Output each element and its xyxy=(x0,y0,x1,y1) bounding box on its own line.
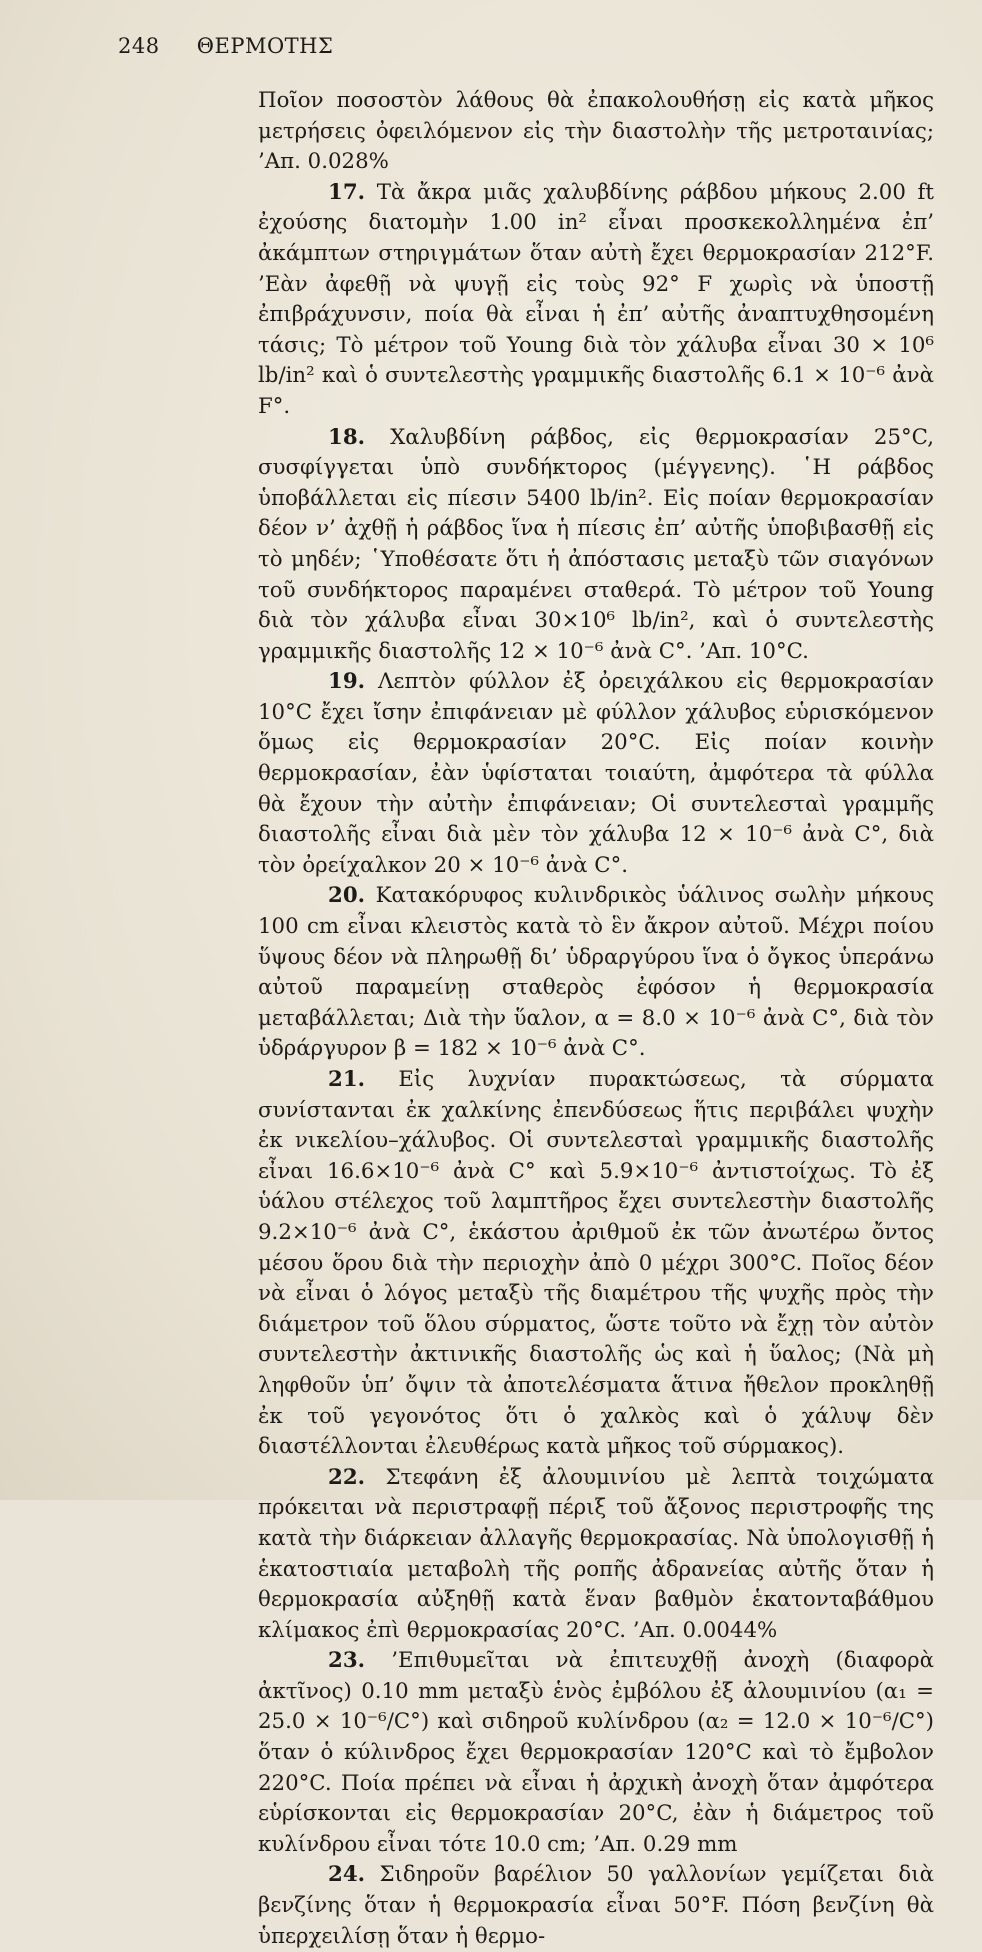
running-title: ΘΕΡΜΟΤΗΣ xyxy=(196,34,334,58)
problem-21 xyxy=(258,1065,934,1463)
problem-23 xyxy=(258,1646,934,1860)
running-head xyxy=(118,34,333,58)
problem-18 xyxy=(258,423,934,668)
problem-17 xyxy=(258,178,934,423)
problem-number: 17. xyxy=(328,179,366,205)
paragraph-text: Ποῖον ποσοστὸν λάθους θὰ ἐπακολουθήσῃ εἰς κατὰ μῆκος μετρήσεις ὀφειλόμενον εἰς τὴν διαστολὴν τῆς μετροταινίας; ’Απ. 0.028% xyxy=(258,88,934,175)
problem-19 xyxy=(258,667,934,881)
problem-text: Στεφάνη ἐξ ἀλουμινίου μὲ λεπτὰ τοιχώματα πρόκειται νὰ περιστραφῇ πέριξ τοῦ ἄξονος περιστροφῆς της κατὰ τὴν διάρκειαν ἀλλαγῆς θερμοκρασίας. Νὰ ὑπολογισθῇ ἡ ἑκατοστιαία μεταβολὴ τῆς ροπῆς ἀδρανείας αὐτῆς ὅταν ἡ θερμοκρασία αὐξηθῇ κατὰ ἕναν βαθμὸν ἑκατονταβάθμου κλίμακος ἐπὶ θερμοκρασίας 20°C. ’Απ. 0.0044% xyxy=(258,1464,934,1643)
problem-text: ’Επιθυμεῖται νὰ ἐπιτευχθῇ ἀνοχὴ (διαφορὰ ἀκτῖνος) 0.10 mm μεταξὺ ἑνὸς ἐμβόλου ἐξ ἀλουμινίου (α₁ = 25.0 × 10⁻⁶/C°) καὶ σιδηροῦ κυλίνδρου (α₂ = 12.0 × 10⁻⁶/C°) ὅταν ὁ κύλινδρος ἔχει θερμοκρασίαν 120°C καὶ τὸ ἔμβολον 220°C. Ποία πρέπει νὰ εἶναι ἡ ἀρχικὴ ἀνοχὴ ὅταν ἀμφότερα εὑρίσκονται εἰς θερμοκρασίαν 20°C, ἐὰν ἡ διάμετρος τοῦ κυλίνδρου εἶναι τότε 10.0 cm; ’Απ. 0.29 mm xyxy=(258,1648,934,1857)
problem-number: 23. xyxy=(328,1648,366,1674)
problem-text: Λεπτὸν φύλλον ἐξ ὀρειχάλκου εἰς θερμοκρασίαν 10°C ἔχει ἴσην ἐπιφάνειαν μὲ φύλλον χάλυβος εὑρισκόμενον ὅμως εἰς θερμοκρασίαν 20°C. Εἰς ποίαν κοινὴν θερμοκρασίαν, ἐὰν ὑφίσταται τοιαύτη, ἀμφότερα τὰ φύλλα θὰ ἔχουν τὴν αὐτὴν ἐπιφάνειαν; Οἱ συντελεσταὶ γραμμῆς διαστολῆς εἶναι διὰ μὲν τὸν χάλυβα 12 × 10⁻⁶ ἀνὰ C°, διὰ τὸν ὀρείχαλκον 20 × 10⁻⁶ ἀνὰ C°. xyxy=(258,669,934,878)
problem-text: Κατακόρυφος κυλινδρικὸς ὑάλινος σωλὴν μήκους 100 cm εἶναι κλειστὸς κατὰ τὸ ἓν ἄκρον αὐτοῦ. Μέχρι ποίου ὕψους δέον νὰ πληρωθῇ δι’ ὑδραργύρου ἵνα ὁ ὄγκος ὑπεράνω αὐτοῦ παραμείνῃ σταθερὸς ἐφόσον ἡ θερμοκρασία μεταβάλλεται; Διὰ τὴν ὕαλον, α = 8.0 × 10⁻⁶ ἀνὰ C°, διὰ τὸν ὑδράργυρον β = 182 × 10⁻⁶ ἀνὰ C°. xyxy=(258,883,935,1062)
problem-20 xyxy=(258,881,934,1065)
problem-22 xyxy=(258,1463,934,1647)
problem-text: Εἰς λυχνίαν πυρακτώσεως, τὰ σύρματα συνίστανται ἐκ χαλκίνης ἐπενδύσεως ἥτις περιβάλει ψυχὴν ἐκ νικελίου–χάλυβος. Οἱ συντελεσταὶ γραμμικῆς διαστολῆς εἶναι 16.6×10⁻⁶ ἀνὰ C° καὶ 5.9×10⁻⁶ ἀντιστοίχως. Τὸ ἐξ ὑάλου στέλεχος τοῦ λαμπτῆρος ἔχει συντελεστὴν διαστολῆς 9.2×10⁻⁶ ἀνὰ C°, ἑκάστου ἀριθμοῦ ἐκ τῶν ἀνωτέρω ὄντος μέσου ὅρου διὰ τὴν περιοχὴν ἀπὸ 0 μέχρι 300°C. Ποῖος δέον νὰ εἶναι ὁ λόγος μεταξὺ τῆς διαμέτρου τῆς ψυχῆς πρὸς τὴν διάμετρον τοῦ ὅλου σύρματος, ὥστε τοῦτο νὰ ἔχῃ τὸν αὐτὸν συντελεστὴν ἀκτινικῆς διαστολῆς ὡς καὶ ἡ ὕαλος; (Νὰ μὴ ληφθοῦν ὑπ’ ὄψιν τὰ ἀποτελέσματα ἅτινα ἤθελον προκληθῇ ἐκ τοῦ γεγονότος ὅτι ὁ χαλκὸς καὶ ὁ χάλυψ δὲν διαστέλλονται ἐλευθέρως κατὰ μῆκος τοῦ σύρμακος). xyxy=(258,1067,934,1460)
problem-number: 22. xyxy=(328,1464,366,1490)
problem-text: Χαλυβδίνη ράβδος, εἰς θερμοκρασίαν 25°C, συσφίγγεται ὑπὸ συνδήκτορος (μέγγενης). ῾Η ράβδος ὑποβάλλεται εἰς πίεσιν 5400 lb/in². Εἰς ποίαν θερμοκρασίαν δέον ν’ ἀχθῇ ἡ ράβδος ἵνα ἡ πίεσις ἐπ’ αὐτῆς ὑποβιβασθῇ εἰς τὸ μηδέν; ῾Υποθέσατε ὅτι ἡ ἀπόστασις μεταξὺ τῶν σιαγόνων τοῦ συνδήκτορος παραμένει σταθερά. Τὸ μέτρον τοῦ Young διὰ τὸν χάλυβα εἶναι 30×10⁶ lb/in², καὶ ὁ συντελεστὴς γραμμικῆς διαστολῆς 12 × 10⁻⁶ ἀνὰ C°. ’Απ. 10°C. xyxy=(258,424,934,664)
problem-number: 19. xyxy=(328,669,366,695)
problem-number: 18. xyxy=(328,424,366,450)
problem-text: Σιδηροῦν βαρέλιον 50 γαλλονίων γεμίζεται διὰ βενζίνης ὅταν ἡ θερμοκρασία εἶναι 50°F. Πόση βενζίνη θὰ ὑπερχειλίσῃ ὅταν ἡ θερμο- xyxy=(258,1862,934,1949)
paragraph-continuation xyxy=(258,86,934,178)
problem-number: 20. xyxy=(328,883,366,909)
page-number: 248 xyxy=(118,34,160,58)
problem-number: 21. xyxy=(328,1067,366,1092)
problem-text: Τὰ ἄκρα μιᾶς χαλυβδίνης ράβδου μήκους 2.00 ft ἐχούσης διατομὴν 1.00 in² εἶναι προσκεκολλημένα ἐπ’ ἀκάμπτων στηριγμάτων ὅταν αὐτὴ ἔχει θερμοκρασίαν 212°F. ’Εὰν ἀφεθῇ νὰ ψυγῇ εἰς τοὺς 92° F χωρὶς νὰ ὑποστῇ ἐπιβράχυνσιν, ποία θὰ εἶναι ἡ ἐπ’ αὐτῆς ἀναπτυχθησομένη τάσις; Τὸ μέτρον τοῦ Young διὰ τὸν χάλυβα εἶναι 30 × 10⁶ lb/in² καὶ ὁ συντελεστὴς γραμμικῆς διαστολῆς 6.1 × 10⁻⁶ ἀνὰ F°. xyxy=(258,179,934,419)
problem-number: 24. xyxy=(328,1862,366,1888)
problem-24 xyxy=(258,1860,934,1952)
page-body xyxy=(258,86,934,1952)
